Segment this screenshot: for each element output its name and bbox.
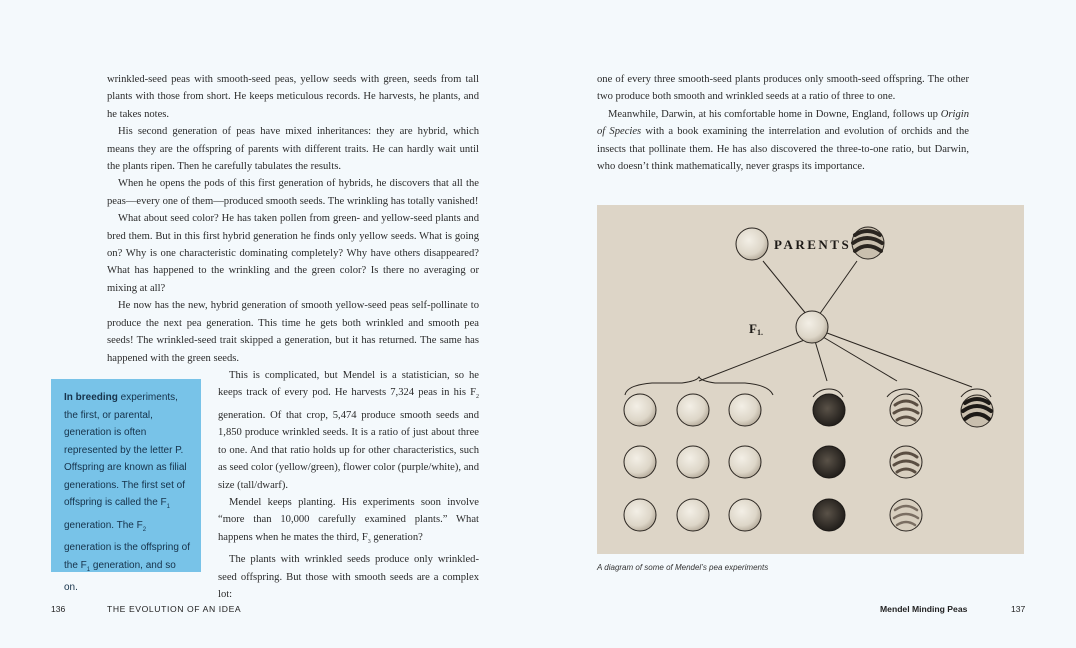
page-number: 136 <box>51 604 66 614</box>
paragraph: one of every three smooth-seed plants produces only smooth-seed offspring. The other two produce both smooth and wrinkled seeds at a ratio of three to one. <box>597 74 969 103</box>
paragraph: He now has the new, hybrid generation of smooth yellow-seed peas self-pollinate to produce the next pea generation. This time he gets both wrinkled and smooth pea seeds! The wrinkled-seed trait skipped a generation, but it has returned. The same has happened with the green seeds. <box>107 300 479 364</box>
pea-diagram-svg <box>597 205 1024 554</box>
f1-label: F1. <box>749 321 763 337</box>
smooth-pea <box>624 446 656 478</box>
smooth-pea <box>677 394 709 426</box>
sidebar-lead: In breeding <box>64 392 118 403</box>
sidebar-text-part: generation, and so on. <box>64 559 176 593</box>
smooth-pea <box>624 499 656 531</box>
paragraph <box>597 106 969 176</box>
figure-caption: A diagram of some of Mendel’s pea experiments <box>597 563 769 572</box>
smooth-pea <box>729 499 761 531</box>
subscript: 2 <box>476 394 479 401</box>
smooth-pea <box>729 446 761 478</box>
subscript: 3 <box>367 538 371 545</box>
paragraph: What about seed color? He has taken pollen from green- and yellow-seed plants and bred them. But in this first hybrid generation he finds only yellow seeds. What is going on? Why is one characteristic dominating completely? Why have others disappeared? What has happened to the wrinkling and the green color? Is there no averaging or mixing at all? <box>107 213 479 294</box>
smooth-pea <box>677 499 709 531</box>
smooth-pea <box>677 446 709 478</box>
parent-wrinkled-pea <box>852 227 884 259</box>
dark-pea <box>813 394 845 426</box>
dark-pea <box>813 499 845 531</box>
paragraph <box>218 494 479 551</box>
subscript: 1 <box>86 566 91 573</box>
right-column-top <box>597 71 969 175</box>
subscript: 1 <box>166 504 170 510</box>
subscript: 2 <box>142 526 147 533</box>
sidebar-text-part: generation. The F <box>64 519 143 531</box>
text-part: with a book examining the interrelation and evolution of orchids and the insects that pollinate them. He has also discovered the three-to-one ratio, but Darwin, who doesn’t think mathematically, never grasps its importance. <box>597 126 969 173</box>
pea-diagram <box>597 205 1024 554</box>
text-part: Meanwhile, Darwin, at his comfortable home in Downe, England, follows up <box>608 108 941 120</box>
left-column-bottom <box>218 367 479 604</box>
f1-pea <box>796 311 828 343</box>
smooth-pea <box>729 394 761 426</box>
paragraph: His second generation of peas have mixed inheritances: they are hybrid, which means they are the offspring of parents with different traits. He can hardly wait until the plants ripen. Then he carefully tabulates the results. <box>107 126 479 173</box>
smooth-pea <box>624 394 656 426</box>
sidebar-note <box>51 379 201 593</box>
text-part: Mendel keeps planting. His experiments soon involve “more than 10,000 carefully examined plants.” What happens when he mates the third, F <box>218 496 479 543</box>
book-title: Origin of Species <box>597 108 969 138</box>
text-part: This is complicated, but Mendel is a statistician, so he keeps track of every pod. He harvests 7,324 peas in his F <box>218 370 479 399</box>
dark-pea <box>813 446 845 478</box>
paragraph: The plants with wrinkled seeds produce only wrinkled-seed offspring. But those with smooth seeds are a complex lot: <box>218 554 479 601</box>
page-number-right: 137 <box>1011 604 1026 614</box>
parent-smooth-pea <box>736 228 768 260</box>
paragraph: When he opens the pods of this first generation of hybrids, he discovers that all the peas—every one of them—produced smooth seeds. The wrinkling has totally vanished! <box>107 178 479 207</box>
sidebar-text <box>64 389 191 597</box>
parents-label: PARENTS <box>774 237 852 252</box>
paragraph: wrinkled-seed peas with smooth-seed peas, yellow seeds with green, seeds from tall plants with those from short. He keeps meticulous records. He harvests, he plants, and he takes notes. <box>107 74 479 120</box>
wrinkled-peas <box>890 394 993 531</box>
left-column-top <box>107 71 479 367</box>
running-head-right: Mendel Minding Peas <box>880 604 968 614</box>
paragraph <box>218 367 479 494</box>
f2-peas <box>624 394 993 531</box>
text-part: generation? <box>370 531 423 543</box>
sidebar-text-part: experiments, the first, or parental, generation is often represented by the letter P. Offspring are known as filial generations. The first set of offspring is called the F <box>64 392 187 508</box>
text-part: generation. Of that crop, 5,474 produce smooth seeds and 1,850 produce wrinkled seeds. It is a ratio of just about three to one. And that ratio holds up for other characteristics, such as seed color (yellow/green), flower color (purple/white), and size (tall/dwarf). <box>218 409 479 491</box>
sidebar-text-part: generation is the offspring of the F <box>64 542 191 571</box>
running-head: THE EVOLUTION OF AN IDEA <box>107 604 242 614</box>
